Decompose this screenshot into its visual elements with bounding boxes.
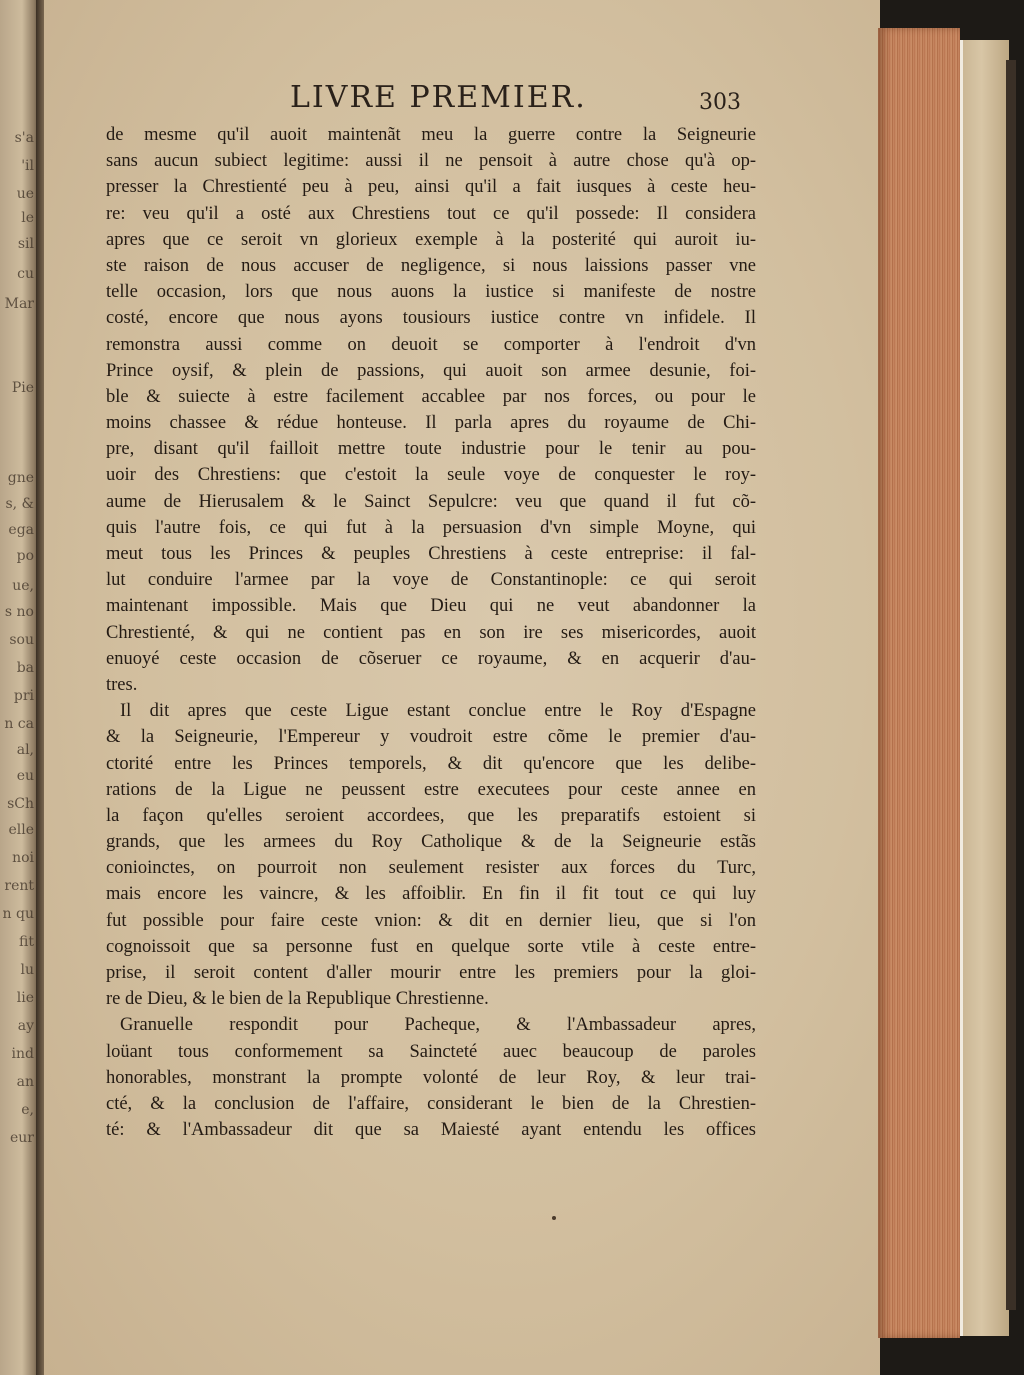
cover-board	[960, 40, 1009, 1336]
left-page-fragment: sil	[17, 236, 34, 252]
left-page-fragment: e,	[21, 1102, 34, 1118]
text-line: cté, & la conclusion de l'affaire, considerant le bien de la Chrestien-	[106, 1093, 756, 1114]
left-page-fragment: 'il	[21, 158, 34, 174]
text-line: de mesme qu'il auoit maintenãt meu la guerre contre la Seigneurie	[106, 125, 756, 145]
text-line: quis l'autre fois, ce qui fut à la persuasion d'vn simple Moyne, qui	[106, 517, 756, 538]
left-page-fragment: al,	[16, 742, 34, 758]
cover-edge	[1006, 60, 1016, 1310]
text-line: pre, disant qu'il failloit mettre toute industrie pour le tenir au pou-	[106, 439, 756, 460]
text-line: té: & l'Ambassadeur dit que sa Maiesté ayant entendu les offices	[106, 1120, 756, 1141]
text-line: Granuelle respondit pour Pacheque, & l'Ambassadeur apres,	[120, 1015, 756, 1036]
text-line: re de Dieu, & le bien de la Republique Chrestienne.	[106, 989, 489, 1010]
left-page-fragment: ue,	[12, 578, 34, 594]
left-page-fragment: eu	[16, 768, 34, 784]
text-line: maintenant impossible. Mais que Dieu qui ne veut abandonner la	[106, 596, 756, 617]
body-text	[106, 122, 756, 1143]
ink-spot	[552, 1216, 556, 1220]
text-line: grands, que les armees du Roy Catholique & de la Seigneurie estãs	[106, 832, 756, 853]
left-page-fragment: lu	[20, 962, 34, 978]
text-line: costé, encore que nous ayons tousiours iustice contre vn infidele. Il	[106, 308, 756, 329]
left-page-fragment: sCh	[7, 796, 34, 812]
left-page-fragment: fit	[19, 934, 34, 950]
left-page-fragment: lie	[16, 990, 34, 1006]
text-line: conioinctes, on pourroit non seulement resister aux forces du Turc,	[106, 858, 756, 879]
text-line: meut tous les Princes & peuples Chrestiens à ceste entreprise: il fal-	[106, 544, 756, 564]
text-line: mais encore les vaincre, & les affoiblir. En fin il fit tout ce qui luy	[106, 884, 756, 905]
left-page-fragment: ay	[17, 1018, 34, 1034]
text-line: loüant tous conformement sa Saincteté auec beaucoup de paroles	[106, 1041, 756, 1062]
left-page-fragment: ba	[16, 660, 34, 676]
text-line: rations de la Ligue ne peussent estre executees pour ceste annee en	[106, 779, 756, 800]
text-line: moins chassee & rédue honteuse. Il parla apres du royaume de Chi-	[106, 413, 756, 434]
left-page-fragment: s no	[4, 604, 34, 620]
text-line: fut possible pour faire ceste vnion: & dit en dernier lieu, que si l'on	[106, 910, 756, 931]
left-page-fragment: s'a	[14, 130, 34, 146]
text-line: lut conduire l'armee par la voye de Constantinople: ce qui seroit	[106, 570, 756, 591]
left-page-fragment: Mar	[4, 296, 34, 312]
text-line: telle occasion, lors que nous auons la iustice si manifeste de nostre	[106, 282, 756, 303]
left-page-fragment: rent	[4, 878, 34, 894]
text-line: ble & suiecte à estre facilement accablee par nos forces, ou pour le	[106, 386, 756, 407]
text-line: uoir des Chrestiens: que c'estoit la seule voye de conquester le roy-	[106, 465, 756, 486]
page-number: 303	[699, 90, 741, 115]
text-line: remonstra aussi comme on deuoit se comporter à l'endroit d'vn	[106, 334, 756, 355]
text-line: aume de Hierusalem & le Sainct Sepulcre: veu que quand il fut cõ-	[106, 491, 756, 512]
text-line: Il dit apres que ceste Ligue estant conclue entre le Roy d'Espagne	[120, 701, 756, 722]
left-page-fragment: an	[16, 1074, 34, 1090]
left-page-fragment: eur	[10, 1130, 34, 1146]
left-page-edge	[0, 0, 40, 1375]
text-line: apres que ce seroit vn glorieux exemple à la posterité qui auroit iu-	[106, 229, 756, 250]
left-page-fragment: noi	[12, 850, 34, 866]
left-page-fragment: elle	[8, 822, 34, 838]
left-page-fragment: Pie	[11, 380, 34, 396]
running-head: LIVRE PREMIER.	[290, 80, 587, 115]
text-line: cognoissoit que sa personne fust en quelque sorte vtile à ceste entre-	[106, 936, 756, 957]
text-line: & la Seigneurie, l'Empereur y voudroit estre cõme le premier d'au-	[106, 727, 756, 748]
left-page-fragment: sou	[9, 632, 34, 648]
text-line: ste raison de nous accuser de negligence, si nous laissions passer vne	[106, 255, 756, 276]
left-page-fragment: n qu	[2, 906, 34, 922]
text-line: ctorité entre les Princes temporels, & dit qu'encore que les delibe-	[106, 753, 756, 774]
book-page	[44, 0, 880, 1375]
text-line: Prince oysif, & plein de passions, qui auoit son armee desunie, foi-	[106, 360, 756, 381]
text-line: re: veu qu'il a osté aux Chrestiens tout ce qu'il possede: Il considera	[106, 203, 756, 224]
left-page-fragment: ind	[11, 1046, 34, 1062]
left-page-fragment: cu	[17, 266, 34, 282]
left-page-fragment: s, &	[5, 496, 34, 512]
left-page-fragment: po	[16, 548, 34, 564]
text-line: tres.	[106, 674, 138, 695]
left-page-fragment: ue	[16, 186, 34, 202]
text-line: la façon qu'elles seroient accordees, que les preparatifs estoient si	[106, 805, 756, 826]
left-page-fragment: le	[21, 210, 34, 226]
left-page-fragment: ega	[8, 522, 34, 538]
text-line: prise, il seroit content d'aller mourir entre les premiers pour la gloi-	[106, 963, 756, 983]
page-fore-edge	[878, 28, 960, 1338]
left-page-fragment: n ca	[4, 716, 34, 732]
left-page-fragment: gne	[7, 470, 34, 486]
left-page-fragment: pri	[13, 688, 34, 704]
text-line: enuoyé ceste occasion de cõseruer ce royaume, & en acquerir d'au-	[106, 648, 756, 669]
text-line: sans aucun subiect legitime: aussi il ne pensoit à autre chose qu'à op-	[106, 151, 756, 172]
text-line: presser la Chrestienté peu à peu, ainsi qu'il a fait iusques à ceste heu-	[106, 177, 756, 198]
text-line: honorables, monstrant la prompte volonté de leur Roy, & leur trai-	[106, 1067, 756, 1088]
text-line: Chrestienté, & qui ne contient pas en son ire ses misericordes, auoit	[106, 622, 756, 643]
